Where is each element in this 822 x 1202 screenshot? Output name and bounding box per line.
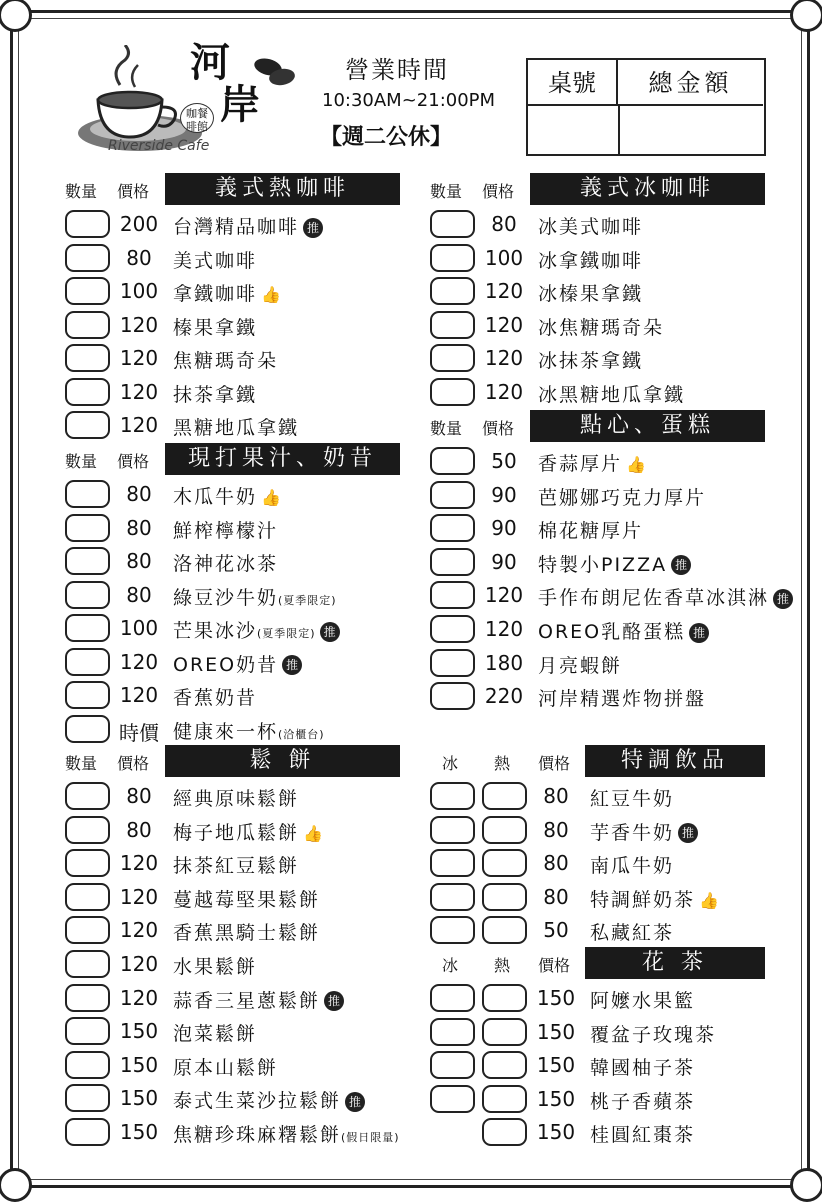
ice-quantity-box[interactable] [430,1085,475,1113]
recommend-badge: 推 [773,589,793,609]
item-price: 100 [484,245,524,270]
quantity-box[interactable] [430,581,475,609]
menu-item [430,913,775,947]
item-name: 榛果拿鐵 [173,316,258,339]
item-name: 芒果冰沙(夏季限定) 推 [173,616,340,643]
item-price: 80 [126,515,152,540]
item-price: 80 [126,482,152,506]
item-price: 180 [484,650,524,675]
section-header-ice-coffee [430,173,770,205]
recommend-badge: 推 [671,555,691,575]
thumbs-up-icon: 👍 [303,823,323,843]
item-name: 桂圓紅棗茶 [590,1124,696,1147]
quantity-box[interactable] [65,378,110,406]
quantity-box[interactable] [430,514,475,542]
qty-label: 數量 [65,754,98,773]
item-name: 冰黑糖地瓜拿鐵 [538,383,686,406]
menu-item [430,545,775,579]
item-price: 80 [543,817,569,842]
price-label: 價格 [117,754,150,773]
item-name: 冰美式咖啡 [538,216,644,238]
item-name: 冰榛果拿鐵 [538,283,644,305]
hot-quantity-box[interactable] [482,984,527,1012]
item-name: 泰式生菜沙拉鬆餅 推 [173,1086,365,1113]
hot-quantity-box[interactable] [482,1051,527,1079]
item-price: 80 [126,817,152,842]
section-header-dessert [430,410,770,442]
menu-item [430,375,775,409]
menu-item [65,813,410,847]
menu-item [430,981,775,1015]
quantity-box[interactable] [430,481,475,509]
item-price: 100 [119,616,159,640]
item-name: 健康來一杯(洽櫃台) [173,720,325,743]
ice-quantity-box[interactable] [430,1051,475,1079]
item-name: 韓國柚子茶 [590,1057,696,1080]
item-price: 80 [126,549,152,573]
item-price: 100 [119,279,159,303]
hot-quantity-box[interactable] [482,1018,527,1046]
hot-quantity-box[interactable] [482,883,527,911]
hot-quantity-box[interactable] [482,1085,527,1113]
menu-item [65,578,410,612]
item-name: 抹茶紅豆鬆餅 [173,855,300,878]
item-price: 80 [543,851,569,876]
quantity-box[interactable] [65,1084,110,1112]
quantity-box[interactable] [430,277,475,305]
item-price: 120 [119,884,159,909]
item-name: OREO奶昔 推 [173,650,302,677]
item-name: 手作布朗尼佐香草冰淇淋 推 [538,583,793,610]
section-header-hot-coffee [65,173,405,205]
menu-item [65,207,410,241]
item-name: 蒜香三星蔥鬆餅 推 [173,986,344,1013]
item-name: 阿嬤水果籃 [590,990,696,1012]
quantity-box[interactable] [430,210,475,238]
menu-item [430,646,775,680]
section-title: 義式熱咖啡 [165,173,400,205]
menu-item [65,880,410,914]
menu-item [65,375,410,409]
item-name: OREO乳酪蛋糕 推 [538,617,709,644]
quantity-box[interactable] [65,984,110,1012]
quantity-box[interactable] [430,682,475,710]
quantity-box[interactable] [65,480,110,508]
item-price: 90 [491,549,517,574]
quantity-box[interactable] [65,950,110,978]
item-name: 鮮榨檸檬汁 [173,519,279,542]
price-label: 價格 [117,182,150,201]
item-name: 美式咖啡 [173,249,258,272]
item-note: (夏季限定) [257,627,316,640]
item-price: 80 [126,582,152,607]
item-name: 河岸精選炸物拼盤 [538,688,707,711]
thumbs-up-icon: 👍 [626,455,646,474]
item-name: 桃子香蘋茶 [590,1090,696,1113]
quantity-box[interactable] [65,1118,110,1146]
menu-item [65,1048,410,1082]
menu-item [65,611,410,645]
quantity-box[interactable] [65,816,110,844]
item-price: 時價 [119,720,159,745]
item-price: 120 [484,279,524,303]
menu-item [430,779,775,813]
item-name: 蔓越莓堅果鬆餅 [173,888,321,911]
section-title: 特調飲品 [585,745,765,777]
item-price: 90 [491,482,517,507]
section-header-flower-tea [430,947,770,979]
item-price: 120 [484,379,524,404]
recommend-badge: 推 [678,823,698,843]
ice-label: 冰 [442,754,459,773]
thumbs-up-icon: 👍 [261,285,281,304]
hot-quantity-box[interactable] [482,816,527,844]
menu-item [430,880,775,914]
item-name: 黑糖地瓜拿鐵 [173,417,300,439]
item-price: 120 [119,851,159,876]
quantity-box[interactable] [65,648,110,676]
price-label: 價格 [538,754,571,773]
brand-name: 河 岸 [190,39,260,128]
quantity-box[interactable] [65,514,110,542]
item-name: 經典原味鬆餅 [173,788,300,810]
item-name: 原本山鬆餅 [173,1056,279,1079]
item-note: (夏季限定) [278,593,337,607]
menu-item [430,308,775,342]
quantity-box[interactable] [65,883,110,911]
menu-item [430,813,775,847]
quantity-box[interactable] [65,1051,110,1079]
item-name: 洛神花冰茶 [173,553,279,575]
menu-item [430,578,790,612]
item-name: 特調鮮奶茶 👍 [590,888,719,911]
menu-item [65,1115,410,1149]
price-label: 價格 [482,419,515,438]
thumbs-up-icon: 👍 [261,488,281,507]
menu-item [430,679,775,713]
section-header-waffle [65,745,405,777]
item-price: 120 [484,617,524,641]
item-name: 覆盆子玫瑰茶 [590,1023,717,1046]
item-price: 150 [119,1052,159,1077]
quantity-box[interactable] [65,681,110,709]
ice-quantity-box[interactable] [430,916,475,944]
quantity-box[interactable] [430,244,475,272]
item-name: 綠豆沙牛奶(夏季限定) [173,586,337,609]
recommend-badge: 推 [324,991,344,1011]
qty-label: 數量 [65,182,98,201]
menu-item [65,846,410,880]
thumbs-up-icon: 👍 [699,890,719,910]
menu-item [430,478,775,512]
item-price: 120 [484,312,524,337]
menu-item [430,1082,775,1116]
quantity-box[interactable] [65,547,110,575]
quantity-box[interactable] [65,244,110,272]
quantity-box[interactable] [430,447,475,475]
item-price: 120 [119,683,159,707]
item-price: 120 [484,346,524,370]
menu-item [65,1081,410,1115]
item-price: 120 [119,346,159,370]
item-name: 木瓜牛奶 👍 [173,486,281,508]
menu-item [430,1015,775,1049]
quantity-box[interactable] [65,849,110,877]
item-name: 芭娜娜巧克力厚片 [538,486,707,509]
item-name: 冰焦糖瑪奇朵 [538,316,665,339]
item-price: 120 [119,413,159,437]
item-name: 冰拿鐵咖啡 [538,249,644,272]
item-name: 特製小PIZZA 推 [538,550,691,577]
item-name: 香蕉奶昔 [173,687,258,709]
menu-item [65,1014,410,1048]
item-name: 台灣精品咖啡 推 [173,212,323,239]
menu-item [65,241,410,275]
item-name: 芋香牛奶 推 [590,818,698,845]
menu-item [65,779,410,813]
hot-quantity-box[interactable] [482,1118,527,1146]
quantity-box[interactable] [65,782,110,810]
menu-item [65,341,410,375]
item-note: (假日限量) [341,1131,400,1144]
menu-item [65,511,410,545]
item-name: 月亮蝦餅 [538,654,623,677]
menu-item [430,274,775,308]
item-price: 120 [119,918,159,943]
item-price: 80 [491,212,517,236]
item-price: 150 [119,1120,159,1144]
quantity-box[interactable] [430,649,475,677]
item-price: 120 [119,952,159,976]
hot-quantity-box[interactable] [482,916,527,944]
quantity-box[interactable] [430,615,475,643]
item-name: 南瓜牛奶 [590,855,675,878]
quantity-box[interactable] [65,1017,110,1045]
recommend-badge: 推 [345,1092,365,1112]
item-price: 150 [536,1120,576,1145]
ice-quantity-box[interactable] [430,782,475,810]
qty-label: 數量 [430,419,463,438]
item-name: 拿鐵咖啡 👍 [173,283,281,305]
ice-quantity-box[interactable] [430,1018,475,1046]
hot-quantity-box[interactable] [482,782,527,810]
quantity-box[interactable] [65,277,110,305]
item-name: 紅豆牛奶 [590,788,675,810]
item-price: 120 [119,312,159,337]
item-price: 120 [119,379,159,404]
menu-item [430,341,775,375]
recommend-badge: 推 [303,218,323,238]
item-price: 50 [543,918,569,943]
quantity-box[interactable] [65,614,110,642]
item-price: 90 [491,516,517,541]
quantity-box[interactable] [65,210,110,238]
menu-item [65,981,410,1015]
menu-item [430,1115,775,1149]
item-name: 香蒜厚片 👍 [538,453,646,475]
quantity-box[interactable] [65,715,110,743]
hot-quantity-box[interactable] [482,849,527,877]
quantity-box[interactable] [430,378,475,406]
quantity-box[interactable] [65,411,110,439]
quantity-box[interactable] [430,548,475,576]
price-label: 價格 [538,956,571,975]
menu-item [430,444,775,478]
menu-item [65,308,410,342]
item-price: 150 [536,1019,576,1044]
menu-item [65,477,410,511]
section-title: 義式冰咖啡 [530,173,765,205]
item-price: 120 [119,985,159,1010]
price-label: 價格 [482,182,515,201]
section-title: 現打果汁、奶昔 [165,443,400,475]
corner-ornament [0,1168,32,1202]
item-name: 梅子地瓜鬆餅 👍 [173,821,323,844]
menu-item [65,544,410,578]
qty-label: 數量 [430,182,463,201]
item-name: 私藏紅茶 [590,922,675,945]
item-name: 泡菜鬆餅 [173,1023,258,1046]
hot-label: 熱 [494,956,511,975]
item-price: 150 [119,1019,159,1044]
menu-item [430,846,775,880]
item-price: 150 [536,1053,576,1078]
section-title: 點心、蛋糕 [530,410,765,442]
recommend-badge: 推 [282,655,302,675]
quantity-box[interactable] [65,916,110,944]
item-price: 150 [536,1086,576,1111]
item-price: 120 [119,649,159,674]
item-price: 80 [126,245,152,270]
item-price: 200 [119,212,159,236]
ice-label: 冰 [442,956,459,975]
item-price: 80 [543,884,569,909]
item-name: 焦糖瑪奇朵 [173,350,279,372]
price-label: 價格 [117,452,150,471]
item-price: 150 [119,1086,159,1111]
total-amount-label: 總金額 [618,60,763,106]
quantity-box[interactable] [65,581,110,609]
order-table [526,58,766,156]
ice-quantity-box[interactable] [430,883,475,911]
section-header-juice [65,443,405,475]
item-note: (洽櫃台) [278,727,325,741]
recommend-badge: 推 [320,622,340,642]
table-number-label: 桌號 [528,60,618,106]
closed-day: 【週二公休】 [320,125,453,150]
menu-item [430,1048,775,1082]
item-price: 80 [543,784,569,808]
menu-item [65,645,410,679]
corner-ornament [790,1168,822,1202]
item-name: 抹茶拿鐵 [173,383,258,406]
item-price: 150 [536,986,576,1010]
section-title: 鬆 餅 [165,745,400,777]
hot-label: 熱 [494,754,511,773]
item-name: 香蕉黑騎士鬆餅 [173,922,321,945]
menu-item [430,241,775,275]
ice-quantity-box[interactable] [430,984,475,1012]
item-price: 50 [491,449,517,473]
item-price: 80 [126,784,152,808]
quantity-box[interactable] [65,344,110,372]
menu-item [430,612,775,646]
section-title: 花 茶 [585,947,765,979]
item-name: 冰抹茶拿鐵 [538,350,644,372]
quantity-box[interactable] [430,311,475,339]
menu-item [65,274,410,308]
ice-quantity-box[interactable] [430,816,475,844]
section-header-special [430,745,770,777]
hours-time: 10:30AM~21:00PM [322,90,496,111]
corner-ornament [790,0,822,32]
menu-item [65,712,410,746]
item-name: 棉花糖厚片 [538,520,644,543]
qty-label: 數量 [65,452,98,471]
item-name: 焦糖珍珠麻糬鬆餅(假日限量) [173,1124,400,1146]
item-price: 120 [484,583,524,608]
quantity-box[interactable] [65,311,110,339]
menu-item [65,678,410,712]
brand-english: Riverside Cafe [108,138,210,154]
brand-badge: 咖餐 啡館 [180,103,214,133]
item-name: 水果鬆餅 [173,956,258,978]
menu-item [65,947,410,981]
item-price: 220 [484,684,524,709]
hours-title: 營業時間 [345,56,449,84]
menu-item [430,207,775,241]
quantity-box[interactable] [430,344,475,372]
menu-item [430,511,775,545]
menu-item [65,408,410,442]
recommend-badge: 推 [689,623,709,643]
ice-quantity-box[interactable] [430,849,475,877]
menu-item [65,913,410,947]
